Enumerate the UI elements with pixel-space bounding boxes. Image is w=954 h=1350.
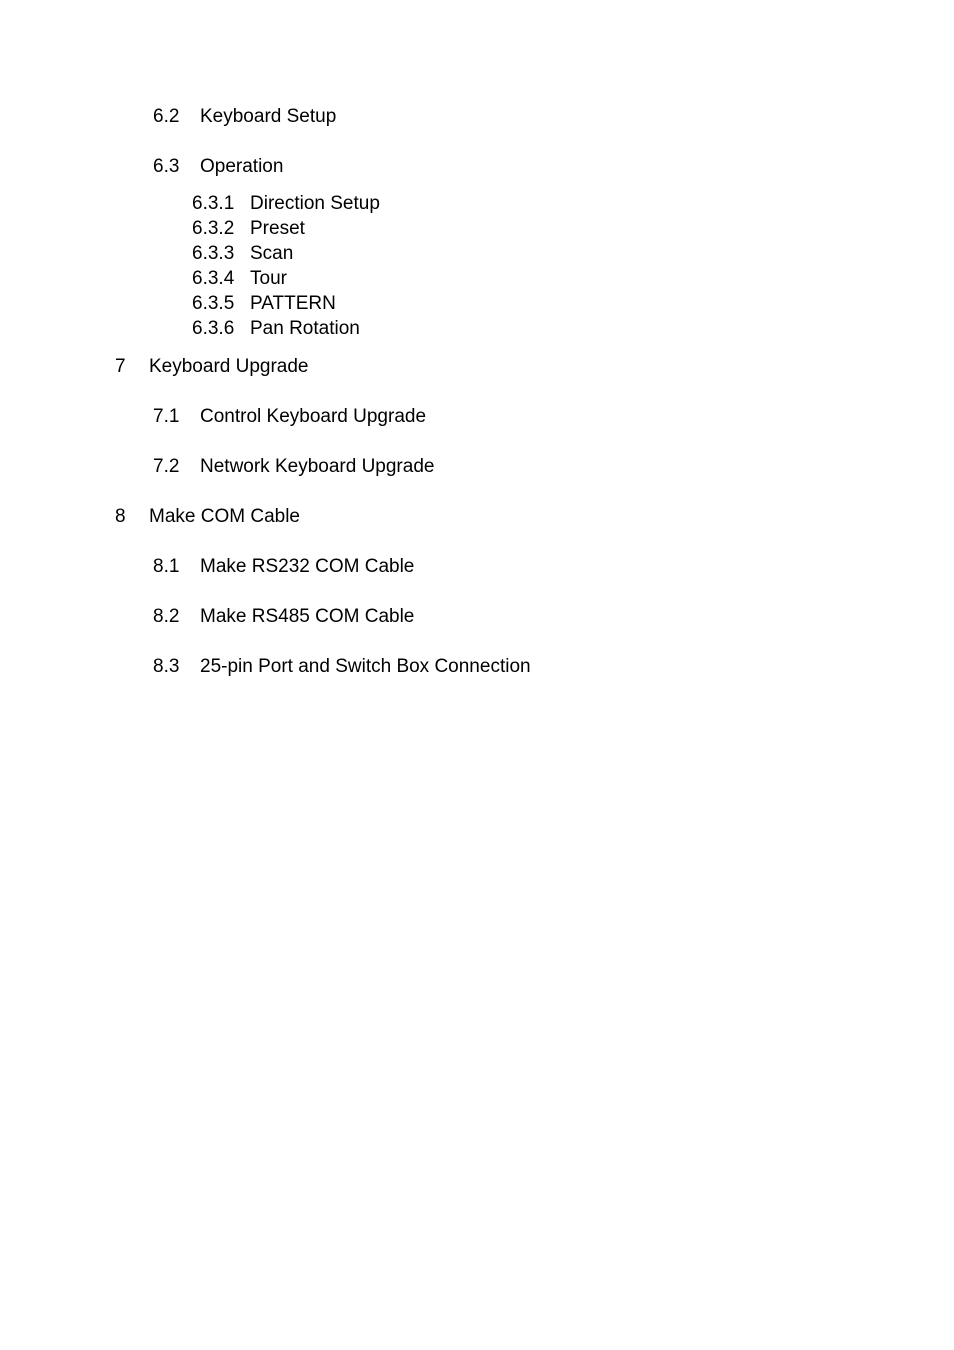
toc-title: Make RS232 COM Cable [200,556,415,577]
toc-entry-6-3-1[interactable] [192,192,380,216]
toc-entry-6-3-3[interactable] [192,242,293,266]
toc-entry-7-2[interactable] [153,455,434,479]
toc-number: 6.3.2 [192,218,235,239]
toc-number: 8.2 [153,606,180,627]
toc-title: Make RS485 COM Cable [200,606,415,627]
toc-number: 7.2 [153,456,180,477]
toc-entry-8-2[interactable] [153,605,414,629]
toc-title: Network Keyboard Upgrade [200,456,435,477]
toc-entry-6-3-5[interactable] [192,292,336,316]
toc-number: 6.3.3 [192,243,235,264]
toc-title: Keyboard Setup [200,106,337,127]
toc-entry-8-3[interactable] [153,655,531,679]
toc-number: 6.3.1 [192,193,235,214]
toc-title: Keyboard Upgrade [149,356,309,377]
toc-entry-6-2[interactable] [153,105,336,129]
toc-title: Scan [250,243,294,264]
toc-title: 25-pin Port and Switch Box Connection [200,656,531,677]
toc-number: 6.3 [153,156,180,177]
toc-title: Direction Setup [250,193,380,214]
toc-entry-6-3-6[interactable] [192,317,360,341]
toc-number: 7 [115,356,126,377]
toc-entry-7[interactable] [115,355,309,379]
toc-title: Make COM Cable [149,506,300,527]
toc-number: 6.3.4 [192,268,235,289]
toc-title: Operation [200,156,284,177]
toc-number: 8.1 [153,556,180,577]
toc-number: 8 [115,506,126,527]
toc-number: 6.3.5 [192,293,235,314]
toc-entry-6-3-2[interactable] [192,217,305,241]
toc-entry-6-3[interactable] [153,155,283,179]
toc-title: Tour [250,268,287,289]
toc-number: 7.1 [153,406,180,427]
toc-title: PATTERN [250,293,336,314]
toc-number: 8.3 [153,656,180,677]
toc-number: 6.2 [153,106,180,127]
toc-title: Pan Rotation [250,318,360,339]
toc-entry-8-1[interactable] [153,555,414,579]
toc-number: 6.3.6 [192,318,235,339]
toc-entry-6-3-4[interactable] [192,267,287,291]
toc-entry-7-1[interactable] [153,405,426,429]
toc-title: Preset [250,218,305,239]
toc-entry-8[interactable] [115,505,300,529]
toc-title: Control Keyboard Upgrade [200,406,427,427]
